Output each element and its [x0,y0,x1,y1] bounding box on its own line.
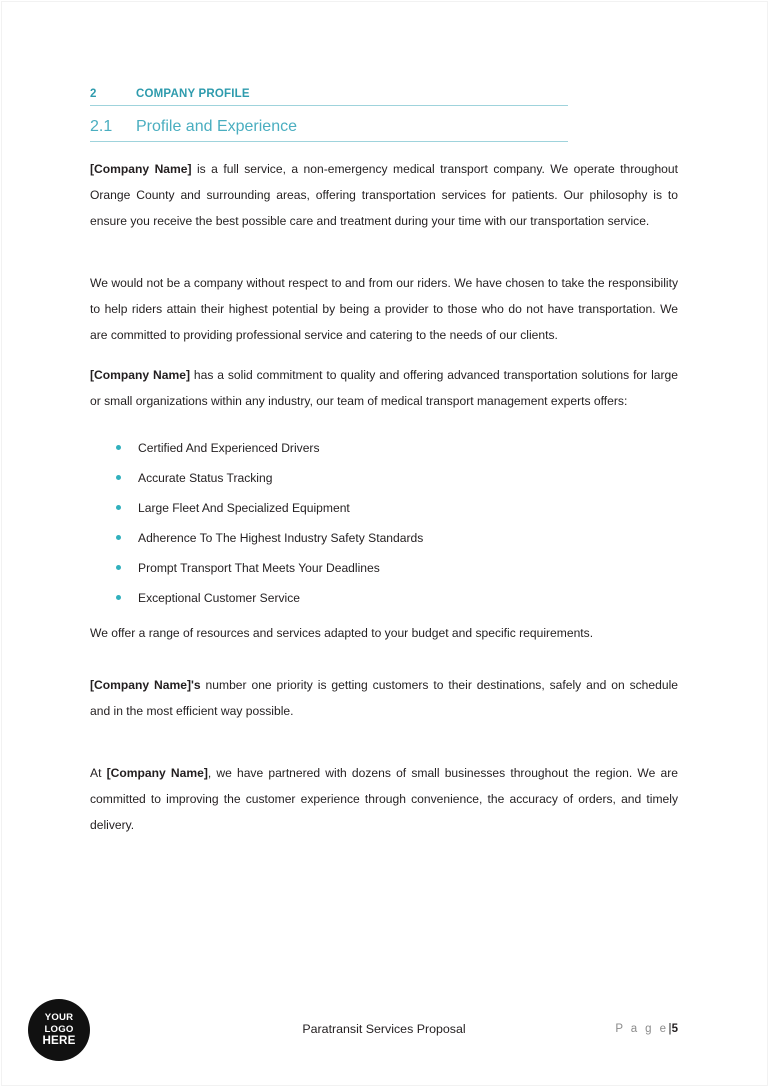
paragraph-3 [90,362,678,414]
paragraph-5 [90,672,678,724]
bullet-dot-icon [116,475,121,480]
spacer [90,348,678,362]
paragraph-3-text: has a solid commitment to quality and offering advanced transportation solutions for large or small organizations within any industry, our team of medical transport management experts offers: [90,368,678,408]
bullet-dot-icon [116,445,121,450]
spacer [90,234,678,270]
paragraph-2: We would not be a company without respect to and from our riders. We have chosen to take the responsibility to help riders attain their highest potential by being a provider to those who do not have transportation. We are committed to providing professional service and catering to the needs of our clients. [90,276,678,342]
logo-line-1: YOUR [44,1012,74,1024]
bullet-dot-icon [116,505,121,510]
spacer [90,414,678,440]
list-item-label: Adherence To The Highest Industry Safety Standards [138,531,424,545]
section-heading [90,88,568,106]
services-bullet-list [90,440,678,620]
paragraph-5-company-name: [Company Name]'s [90,678,201,692]
list-item [90,590,678,620]
paragraph-6-prefix: At [90,766,107,780]
document-content [90,88,678,838]
subsection-heading-number: 2.1 [90,118,113,135]
spacer [90,142,678,156]
logo-line-3: HERE [42,1034,76,1048]
footer-title: Paratransit Services Proposal [302,1022,466,1036]
subsection-heading-title: Profile and Experience [136,118,297,135]
list-item-label: Certified And Experienced Drivers [138,441,320,455]
logo-line-2: LOGO [44,1023,74,1035]
paragraph-5-text: number one priority is getting customers to their destinations, safely and on schedule and in the most efficient way possible. [90,678,679,718]
list-item-label: Large Fleet And Specialized Equipment [138,501,350,515]
footer-page-indicator [615,1019,678,1039]
paragraph-4: We offer a range of resources and services adapted to your budget and specific requirements. [90,626,594,640]
list-item-label: Exceptional Customer Service [138,591,300,605]
bullet-dot-icon [116,565,121,570]
list-item [90,440,678,470]
paragraph-6 [90,760,678,838]
bullet-dot-icon [116,595,121,600]
spacer [90,724,678,760]
page-footer [0,1019,768,1053]
paragraph-6-company-name: [Company Name] [106,766,208,780]
list-item [90,560,678,590]
paragraph-1-company-name: [Company Name] [90,162,192,176]
paragraph-3-company-name: [Company Name] [90,368,190,382]
paragraph-1-text: is a full service, a non-emergency medical transport company. We operate throughout Orange County and surrounding areas, offering transportation services for patients. Our philosophy is to ensure you receive the best possible care and treatment during your time with our transportation service. [90,162,678,228]
list-item-label: Prompt Transport That Meets Your Deadlines [138,561,380,575]
list-item [90,530,678,560]
paragraph-1 [90,156,678,234]
footer-page-number: 5 [671,1023,678,1035]
footer-page-label: P a g e [615,1023,669,1035]
list-item-label: Accurate Status Tracking [138,471,273,485]
paragraph-6-text: , we have partnered with dozens of small businesses throughout the region. We are committed to improving the customer experience through convenience, the accuracy of orders, and timely delivery. [90,766,678,832]
spacer [90,646,678,672]
list-item [90,500,678,530]
section-heading-title: COMPANY PROFILE [136,88,250,100]
subsection-heading [90,118,568,142]
footer-page-separator: | [668,1023,672,1035]
bullet-dot-icon [116,535,121,540]
section-heading-number: 2 [90,88,97,100]
list-item [90,470,678,500]
